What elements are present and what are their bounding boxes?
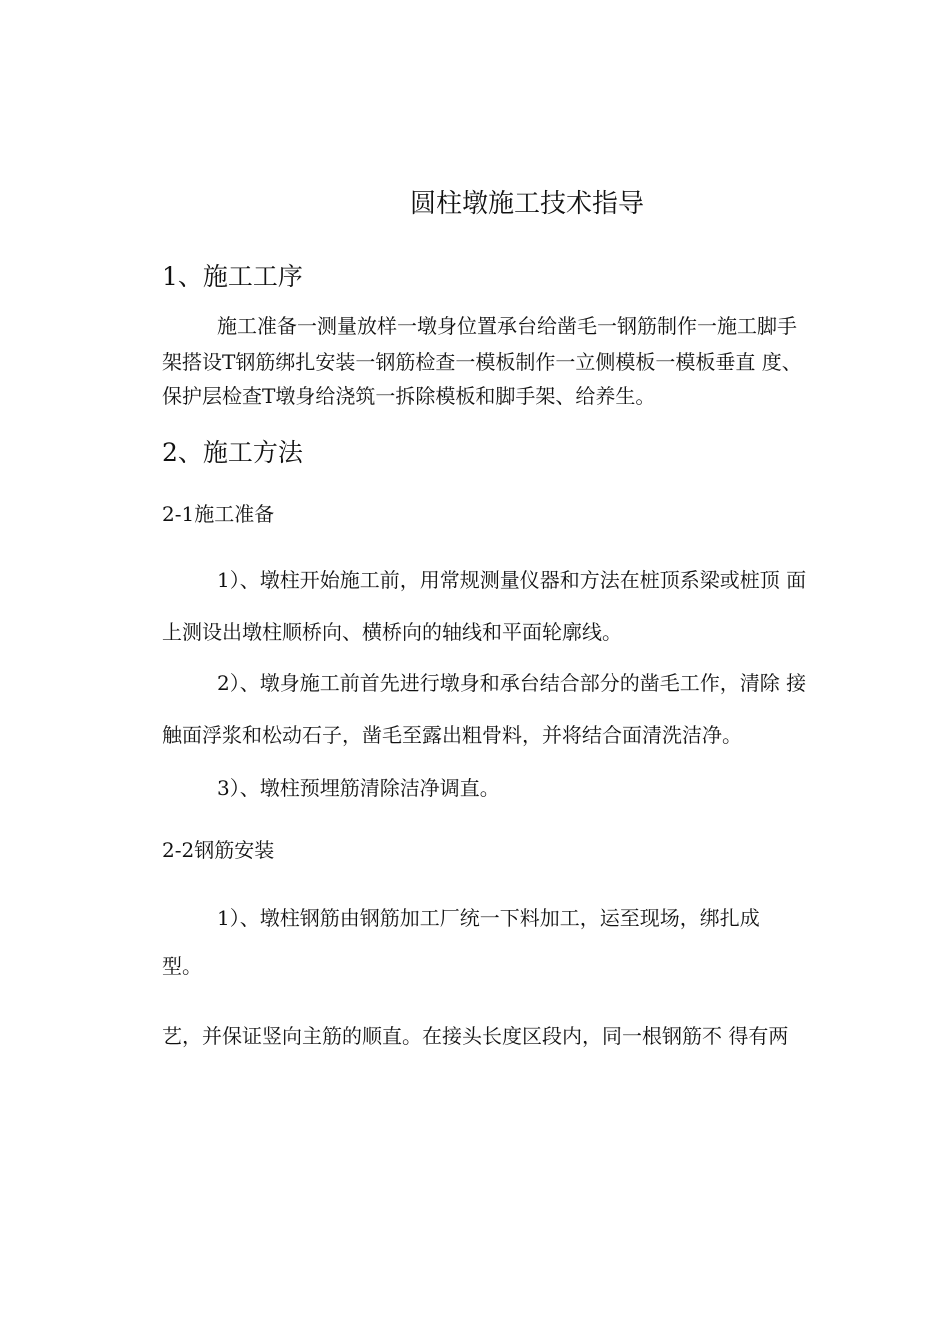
paragraph-line: 触面浮浆和松动石子，凿毛至露出粗骨料，并将结合面清洗洁净。: [162, 723, 742, 747]
paragraph-line: 2）、墩身施工前首先进行墩身和承台结合部分的凿毛工作，清除 接: [217, 671, 807, 695]
paragraph-line: 架搭设T钢筋绑扎安装一钢筋检查一模板制作一立侧模板一模板垂直 度、: [162, 350, 802, 374]
paragraph-line: 1）、墩柱钢筋由钢筋加工厂统一下料加工，运至现场，绑扎成: [217, 906, 760, 930]
paragraph-line: 保护层检查T墩身给浇筑一拆除模板和脚手架、给养生。: [162, 384, 656, 408]
paragraph-line: 型。: [162, 954, 202, 978]
document-title: 圆柱墩施工技术指导: [410, 189, 645, 219]
section-heading-method: 2、施工方法: [162, 438, 303, 467]
paragraph-line: 1）、墩柱开始施工前，用常规测量仪器和方法在桩顶系梁或桩顶 面: [217, 568, 807, 592]
paragraph-line: 3）、墩柱预埋筋清除洁净调直。: [217, 776, 500, 800]
paragraph-line: 艺，并保证竖向主筋的顺直。在接头长度区段内，同一根钢筋不 得有两: [162, 1024, 789, 1048]
section-heading-procedure: 1、施工工序: [162, 262, 303, 291]
paragraph-line: 施工准备一测量放样一墩身位置承台给凿毛一钢筋制作一施工脚手: [217, 314, 797, 338]
subsection-heading-rebar: 2-2钢筋安装: [162, 838, 275, 862]
paragraph-line: 上测设出墩柱顺桥向、横桥向的轴线和平面轮廓线。: [162, 620, 622, 644]
subsection-heading-preparation: 2-1施工准备: [162, 502, 275, 526]
